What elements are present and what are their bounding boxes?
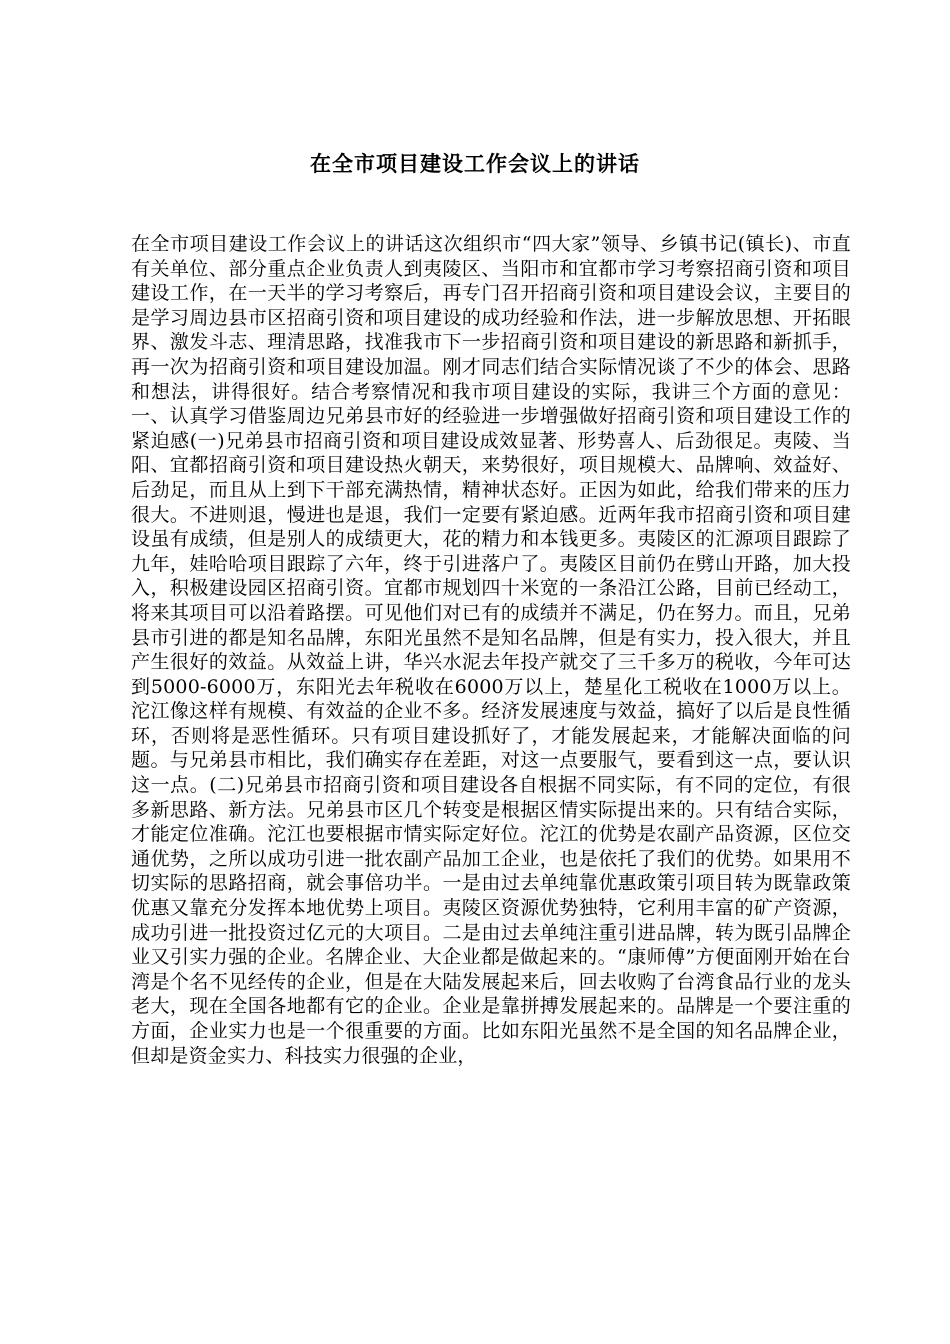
- document-body-paragraph: 在全市项目建设工作会议上的讲话这次组织市“四大家”领导、乡镇书记(镇长)、市直有关单位、部分重点企业负责人到夷陵区、当阳市和宜都市学习考察招商引资和项目建设工作，在一天半的学习考察后，再专门召开招商引资和项目建设会议，主要目的是学习周边县市区招商引资和项目建设的成功经验和作法，进一步解放思想、开拓眼界、激发斗志、理清思路，找准我市下一步招商引资和项目建设的新思路和新抓手，再一次为招商引资和项目建设加温。刚才同志们结合实际情况谈了不少的体会、思路和想法，讲得很好。结合考察情况和我市项目建设的实际，我讲三个方面的意见：一、认真学习借鉴周边兄弟县市好的经验进一步增强做好招商引资和项目建设工作的紧迫感(一)兄弟县市招商引资和项目建设成效显著、形势喜人、后劲很足。夷陵、当阳、宜都招商引资和项目建设热火朝天，来势很好，项目规模大、品牌响、效益好、后劲足，而且从上到下干部充满热情，精神状态好。正因为如此，给我们带来的压力很大。不进则退，慢进也是退，我们一定要有紧迫感。近两年我市招商引资和项目建设虽有成绩，但是别人的成绩更大，花的精力和本钱更多。夷陵区的汇源项目跟踪了九年，娃哈哈项目跟踪了六年，终于引进落户了。夷陵区目前仍在劈山开路，加大投入，积极建设园区招商引资。宜都市规划四十米宽的一条沿江公路，目前已经动工，将来其项目可以沿着路摆。可见他们对已有的成绩并不满足，仍在努力。而且，兄弟县市引进的都是知名品牌，东阳光虽然不是知名品牌，但是有实力，投入很大，并且产生很好的效益。从效益上讲，华兴水泥去年投产就交了三千多万的税收，今年可达到5000-6000万，东阳光去年税收在6000万以上，楚星化工税收在1000万以上。沱江像这样有规模、有效益的企业不多。经济发展速度与效益，搞好了以后是良性循环，否则将是恶性循环。只有项目建设抓好了，才能发展起来，才能解决面临的问题。与兄弟县市相比，我们确实存在差距，对这一点要服气，要看到这一点，要认识这一点。(二)兄弟县市招商引资和项目建设各自根据不同实际，有不同的定位，有很多新思路、新方法。兄弟县市区几个转变是根据区情实际提出来的。只有结合实际，才能定位准确。沱江也要根据市情实际定好位。沱江的优势是农副产品资源，区位交通优势，之所以成功引进一批农副产品加工企业，也是依托了我们的优势。如果用不切实际的思路招商，就会事倍功半。一是由过去单纯靠优惠政策引项目转为既靠政策优惠又靠充分发挥本地优势上项目。夷陵区资源优势独特，它利用丰富的矿产资源，成功引进一批投资过亿元的大项目。二是由过去单纯注重引进品牌，转为既引品牌企业又引实力强的企业。名牌企业、大企业都是做起来的。“康师傅”方便面刚开始在台湾是个名不见经传的企业，但是在大陆发展起来后，回去收购了台湾食品行业的龙头老大，现在全国各地都有它的企业。企业是靠拼搏发展起来的。品牌是一个要注重的方面，企业实力也是一个很重要的方面。比如东阳光虽然不是全国的知名品牌企业，但却是资金实力、科技实力很强的企业，: [131, 233, 851, 1067]
- document-title: 在全市项目建设工作会议上的讲话: [310, 151, 640, 176]
